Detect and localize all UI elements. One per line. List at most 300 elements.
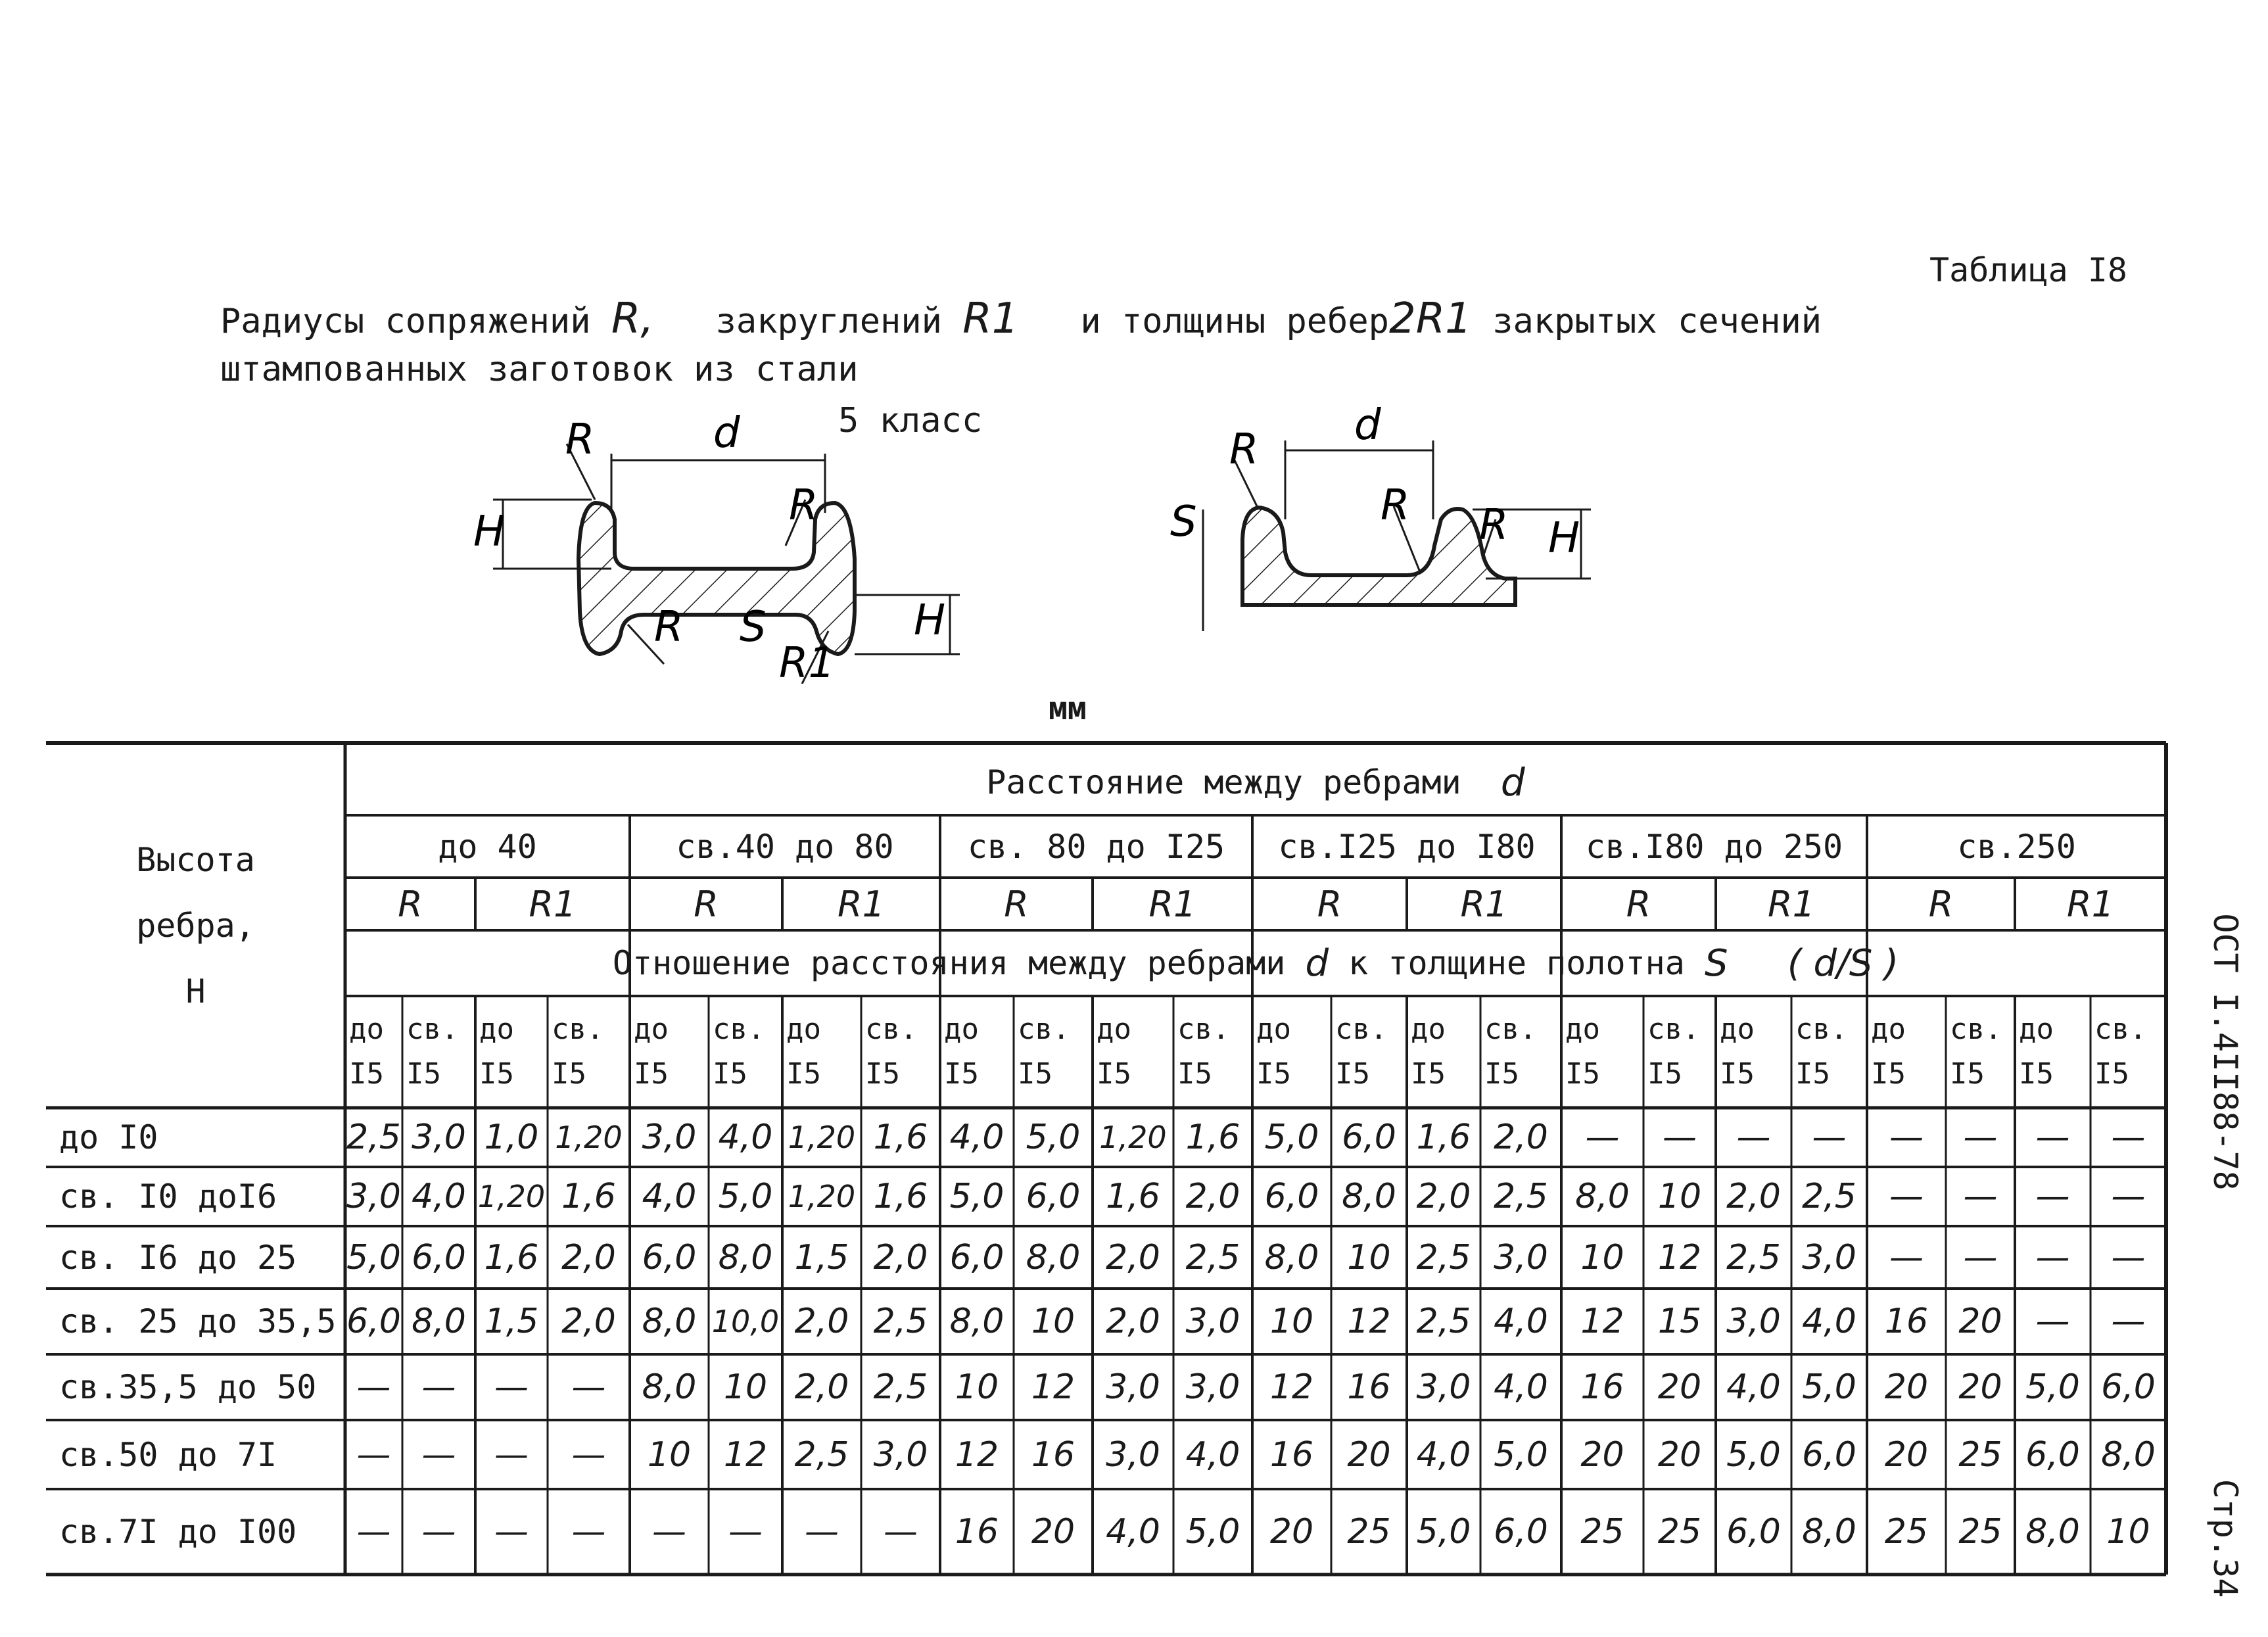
table-cell: — [1812,1118,1847,1157]
table-cell: 5,0 [718,1177,773,1216]
table-cell: 6,0 [412,1237,466,1277]
title-text-c: и толщины ребер [1080,302,1389,341]
table-cell: — [494,1435,529,1475]
ratio-subheader-top: до [1871,1012,1906,1046]
table-row-label: св. I0 доI6 [59,1177,277,1216]
table-cell: 20 [1347,1435,1391,1475]
table-cell: — [356,1435,391,1475]
table-cell: 3,0 [1726,1302,1781,1341]
table-cell: 1,20 [477,1179,546,1214]
table-cell: 6,0 [1342,1118,1396,1157]
table-cell: 5,0 [1264,1118,1319,1157]
standard-designation: ОСТ I.4II88-78 [2206,913,2244,1191]
ratio-subheader [709,996,782,1108]
table-row-label: св.35,5 до 50 [59,1368,317,1406]
table-cell: — [2111,1302,2146,1341]
table-cell: 8,0 [1026,1237,1081,1277]
table-cell: 8,0 [642,1367,697,1407]
table-cell: 16 [1031,1435,1075,1475]
table-cell: 2,0 [561,1237,616,1277]
table-cell: 2,0 [1726,1177,1781,1216]
ratio-subheader-top: св. [1484,1012,1537,1046]
dim-h-left: H [473,508,506,556]
ratio-subheader-top: до [1720,1012,1755,1046]
table-cell: 8,0 [1264,1237,1319,1277]
table-cell: — [421,1512,456,1552]
ratio-subheader [1014,996,1093,1108]
table-cell: 10 [1347,1237,1391,1277]
table-cell: 1,6 [484,1237,539,1277]
table-cell: — [728,1512,763,1552]
ratio-subheader-bottom: I5 [1256,1057,1291,1091]
table-cell: 10 [955,1367,999,1407]
table-cell: — [1585,1118,1620,1157]
ratio-subheader-top: до [1256,1012,1291,1046]
dim-d-right: d [1354,401,1381,450]
ratio-subheader-bottom: I5 [865,1057,900,1091]
table-cell: 1,5 [484,1302,539,1341]
table-cell: 2,0 [1106,1237,1160,1277]
table-cell: 3,0 [873,1435,928,1475]
dim-s-left: S [740,603,767,652]
ratio-header-paren: ( d/S ) [1787,941,1899,985]
ratio-subheader-top: до [479,1012,514,1046]
table-cell: 8,0 [1342,1177,1396,1216]
table-cell: 20 [1958,1302,2002,1341]
table-cell: 12 [1657,1237,1702,1277]
ratio-subheader [630,996,709,1108]
table-cell: 16 [1347,1367,1391,1407]
table-cell: 8,0 [2025,1512,2080,1552]
table-cell: 10 [2106,1512,2150,1552]
table-cell: 2,0 [794,1367,849,1407]
table-cell: 2,5 [794,1435,849,1475]
table-number: Таблица I8 [1929,251,2128,289]
ratio-header-mid: к толщине полотна [1348,944,1685,982]
table-cell: 4,0 [1416,1435,1471,1475]
column-group-title-symbol: d [1500,760,1525,805]
dim-r-left-top: R [565,415,595,464]
ratio-subheader-bottom: I5 [786,1057,821,1091]
ratio-header-sym-d: d [1305,941,1329,985]
radius-r-header: R [1004,883,1029,925]
table-cell: 1,20 [555,1120,623,1155]
row-header-line-1: Высота [136,840,255,879]
table-cell: 1,5 [794,1237,849,1277]
table-cell: 10 [647,1435,692,1475]
ratio-subheader-bottom: I5 [944,1057,979,1091]
radius-r-header: R [1928,883,1954,925]
table-cell: 2,0 [1494,1118,1548,1157]
table-cell: 6,0 [1802,1435,1856,1475]
ratio-subheader [2015,996,2091,1108]
ratio-subheader-bottom: I5 [634,1057,669,1091]
title-text-a: Радиусы сопряжений [220,302,591,341]
table-cell: 12 [1347,1302,1391,1341]
ratio-header-sym-s: S [1705,941,1728,985]
ratio-subheader-bottom: I5 [1018,1057,1052,1091]
ratio-subheader [1946,996,2015,1108]
table-cell: 12 [955,1435,999,1475]
ratio-subheader [861,996,940,1108]
table-row-label: св. I6 до 25 [59,1238,297,1277]
table-cell: 5,0 [1026,1118,1081,1157]
dim-r-left-lower: R [654,603,684,652]
table-cell: 16 [955,1512,999,1552]
table-cell: 3,0 [1106,1367,1160,1407]
table-cell: — [805,1512,839,1552]
table-cell: 3,0 [1185,1367,1240,1407]
table-cell: 2,0 [1416,1177,1471,1216]
table-cell: 10 [1031,1302,1075,1341]
ratio-subheader-top: св. [1795,1012,1848,1046]
ratio-subheader [782,996,861,1108]
table-cell: 2,5 [1802,1177,1856,1216]
table-cell: 10,0 [711,1304,780,1339]
ratio-subheader-bottom: I5 [1097,1057,1131,1091]
table-cell: 4,0 [718,1118,773,1157]
table-cell: 16 [1580,1367,1624,1407]
table-cell: 1,6 [1185,1118,1240,1157]
ratio-subheader [402,996,475,1108]
table-cell: — [356,1367,391,1407]
ratio-subheader-bottom: I5 [2094,1057,2129,1091]
table-cell: 2,0 [1106,1302,1160,1341]
radius-r1-header: R1 [2067,883,2114,925]
ratio-subheader-top: св. [1647,1012,1700,1046]
column-group-title [345,749,2166,815]
ratio-subheader [1867,996,1946,1108]
table-cell: 1,6 [873,1118,928,1157]
table-cell: 2,0 [873,1237,928,1277]
table-cell: 6,0 [1026,1177,1081,1216]
ratio-subheader-top: до [2019,1012,2054,1046]
table-cell: — [2111,1118,2146,1157]
table-cell: 10 [1657,1177,1702,1216]
distance-range-header: св. 80 до I25 [967,827,1225,866]
table-cell: 3,0 [412,1118,466,1157]
table-cell: 2,0 [1185,1177,1240,1216]
row-header-line-2: ребра, [136,906,255,945]
ratio-subheader-top: до [1411,1012,1446,1046]
table-cell: — [494,1512,529,1552]
ratio-subheader-bottom: I5 [1950,1057,1985,1091]
ratio-subheader [1331,996,1407,1108]
ratio-subheader [1561,996,1643,1108]
ratio-subheader-bottom: I5 [1647,1057,1682,1091]
table-cell: 20 [1657,1435,1702,1475]
table-cell: 25 [1958,1435,2002,1475]
table-cell: 2,5 [346,1118,401,1157]
table-cell: 5,0 [1726,1435,1781,1475]
table-row-label: св.50 до 7I [59,1435,277,1474]
distance-range-header: св.250 [1957,827,2076,866]
table-row-label: св. 25 до 35,5 [59,1302,337,1340]
dim-r-right-outer: R [1479,501,1509,550]
table-cell: 3,0 [1802,1237,1856,1277]
table-row-label: св.7I до I00 [59,1513,297,1551]
ratio-subheader [1173,996,1252,1108]
dim-h-left-bottom: H [914,596,946,645]
ratio-subheader [1791,996,1867,1108]
table-cell: 20 [1884,1367,1929,1407]
table-cell: 20 [1580,1435,1624,1475]
table-cell: 5,0 [1494,1435,1548,1475]
table-cell: 4,0 [1494,1367,1548,1407]
row-header-line-3: H [185,972,206,1010]
ratio-subheader-top: св. [1950,1012,2002,1046]
ratio-header [345,930,2166,996]
table-cell: 5,0 [949,1177,1004,1216]
row-header-title [46,743,345,1108]
table-cell: — [1963,1118,1998,1157]
table-cell: 3,0 [1106,1435,1160,1475]
radius-r1-header: R1 [838,883,885,925]
title-text-d: закрытых сечений [1492,302,1822,341]
column-group-title-text: Расстояние между ребрами [986,763,1461,801]
table-cell: — [2111,1177,2146,1216]
distance-range-header: св.I80 до 250 [1585,827,1843,866]
table-cell: 4,0 [1494,1302,1548,1341]
unit-label: мм [1049,690,1087,727]
title-symbol-2r1: 2R1 [1388,295,1472,343]
ratio-subheader-bottom: I5 [1335,1057,1370,1091]
page-number: Стр.34 [2206,1479,2244,1598]
table-cell: 1,6 [561,1177,616,1216]
ratio-subheader-top: св. [713,1012,765,1046]
ratio-subheader-bottom: I5 [2019,1057,2054,1091]
table-cell: — [652,1512,686,1552]
table-cell: — [2035,1177,2070,1216]
table-cell: 5,0 [1416,1512,1471,1552]
table-cell: 5,0 [1802,1367,1856,1407]
radius-r-header: R [398,883,423,925]
table-row-label: до I0 [59,1118,158,1156]
table-cell: 25 [1347,1512,1391,1552]
ratio-subheader-top: до [349,1012,384,1046]
table-cell: — [1736,1118,1771,1157]
ratio-subheader-bottom: I5 [479,1057,514,1091]
table-cell: 6,0 [2101,1367,2156,1407]
radius-r1-header: R1 [1768,883,1815,925]
ratio-subheader [2091,996,2166,1108]
ratio-subheader [1480,996,1561,1108]
radius-r1-header: R1 [1460,883,1508,925]
ratio-subheader [1643,996,1716,1108]
table-cell: 1,6 [873,1177,928,1216]
ratio-subheader [1252,996,1331,1108]
radius-r-header: R [1317,883,1342,925]
ratio-subheader-bottom: I5 [1484,1057,1519,1091]
table-cell: 1,20 [788,1120,856,1155]
ratio-subheader-top: до [786,1012,821,1046]
dim-r-left-inner: R [789,481,818,530]
ratio-subheader-top: до [1097,1012,1131,1046]
table-cell: 15 [1657,1302,1702,1341]
radius-r-header: R [1626,883,1651,925]
ratio-subheader-top: св. [552,1012,604,1046]
table-cell: 8,0 [642,1302,697,1341]
table-cell: 3,0 [1416,1367,1471,1407]
table-cell: 20 [1657,1367,1702,1407]
table-cell: 3,0 [1185,1302,1240,1341]
table-cell: — [2035,1237,2070,1277]
table-cell: 25 [1657,1512,1702,1552]
table-cell: 12 [1269,1367,1314,1407]
distance-range-header: св.40 до 80 [676,827,894,866]
table-cell: 25 [1958,1512,2002,1552]
table-cell: — [356,1512,391,1552]
radius-r1-header: R1 [1148,883,1196,925]
table-cell: 2,5 [1416,1302,1471,1341]
ratio-subheader-top: св. [406,1012,459,1046]
ratio-subheader-top: св. [1335,1012,1388,1046]
ratio-subheader [1716,996,1791,1108]
table-cell: — [1663,1118,1697,1157]
table-cell: 6,0 [1726,1512,1781,1552]
ratio-subheader [345,996,402,1108]
table-title-line-2: штампованных заготовок из стали [220,350,859,389]
table-cell: 2,5 [1416,1237,1471,1277]
table-cell: 6,0 [2025,1435,2080,1475]
table-cell: 2,5 [1185,1237,1240,1277]
distance-range-header: до 40 [438,827,537,866]
table-cell: — [421,1367,456,1407]
dim-s-right: S [1170,498,1197,546]
table-cell: — [571,1435,606,1475]
title-symbol-r1: R1 [962,295,1019,343]
dim-h-right: H [1548,514,1580,563]
ratio-subheader-bottom: I5 [406,1057,441,1091]
table-cell: 4,0 [949,1118,1004,1157]
steel-class-label: 5 класс [838,401,983,440]
table-cell: 1,6 [1416,1118,1471,1157]
table-cell: 6,0 [1494,1512,1548,1552]
table-cell: 5,0 [1185,1512,1240,1552]
ratio-subheader-bottom: I5 [1177,1057,1212,1091]
table-cell: — [1889,1118,1924,1157]
table-cell: 4,0 [642,1177,697,1216]
table-cell: 6,0 [346,1302,401,1341]
table-cell: 1,20 [788,1179,856,1214]
table-cell: 10 [723,1367,768,1407]
table-cell: 5,0 [2025,1367,2080,1407]
table-cell: 6,0 [949,1237,1004,1277]
table-cell: 4,0 [412,1177,466,1216]
table-cell: 8,0 [718,1237,773,1277]
ratio-subheader-top: св. [1177,1012,1230,1046]
table-cell: 12 [1031,1367,1075,1407]
ratio-subheader-bottom: I5 [1720,1057,1755,1091]
table-cell: 20 [1884,1435,1929,1475]
ratio-subheader-bottom: I5 [1411,1057,1446,1091]
ratio-subheader [548,996,630,1108]
ratio-subheader-top: до [944,1012,979,1046]
ratio-subheader-bottom: I5 [349,1057,384,1091]
table-cell: 8,0 [2101,1435,2156,1475]
ratio-subheader-bottom: I5 [713,1057,747,1091]
table-cell: 3,0 [642,1118,697,1157]
table-cell: 12 [723,1435,768,1475]
table-cell: 2,5 [873,1367,928,1407]
table-cell: — [494,1367,529,1407]
table-cell: 25 [1884,1512,1929,1552]
table-cell: — [421,1435,456,1475]
table-cell: — [571,1512,606,1552]
table-cell: 4,0 [1106,1512,1160,1552]
table-cell: 25 [1580,1512,1624,1552]
table-cell: 12 [1580,1302,1624,1341]
table-cell: 6,0 [642,1237,697,1277]
table-cell: 8,0 [1575,1177,1630,1216]
table-cell: 1,6 [1106,1177,1160,1216]
dim-r-right-top: R [1229,425,1259,474]
dim-r-right-inner: R [1381,481,1410,530]
table-cell: — [571,1367,606,1407]
table-cell: 6,0 [1264,1177,1319,1216]
table-cell: 10 [1269,1302,1314,1341]
ratio-subheader-top: св. [865,1012,918,1046]
ratio-subheader-top: св. [1018,1012,1070,1046]
table-cell: — [1963,1237,1998,1277]
table-cell: 10 [1580,1237,1624,1277]
dim-d-left: d [713,409,740,458]
ratio-subheader [940,996,1014,1108]
table-cell: 1,0 [484,1118,539,1157]
table-cell: — [1889,1177,1924,1216]
ratio-subheader-bottom: I5 [1565,1057,1600,1091]
ratio-subheader [1093,996,1173,1108]
table-cell: 2,0 [794,1302,849,1341]
table-cell: — [2035,1302,2070,1341]
ratio-subheader [475,996,548,1108]
title-symbol-r: R, [611,295,654,343]
table-cell: 20 [1269,1512,1314,1552]
table-cell: — [2035,1118,2070,1157]
table-cell: 8,0 [1802,1512,1856,1552]
table-cell: 8,0 [949,1302,1004,1341]
table-cell: 16 [1884,1302,1929,1341]
ratio-subheader-bottom: I5 [552,1057,586,1091]
radius-r-header: R [694,883,719,925]
table-cell: 4,0 [1726,1367,1781,1407]
ratio-subheader-top: до [634,1012,669,1046]
table-cell: 8,0 [412,1302,466,1341]
ratio-subheader [1407,996,1480,1108]
ratio-subheader-top: до [1565,1012,1600,1046]
table-cell: 5,0 [346,1237,401,1277]
table-cell: — [884,1512,918,1552]
table-cell: 20 [1031,1512,1075,1552]
table-cell: 20 [1958,1367,2002,1407]
distance-range-header: св.I25 до I80 [1278,827,1536,866]
title-text-b: закруглений [715,302,942,341]
table-cell: 3,0 [1494,1237,1548,1277]
table-cell: 2,5 [1726,1237,1781,1277]
ratio-subheader-top: св. [2094,1012,2147,1046]
table-cell: — [2111,1237,2146,1277]
table-cell: 1,20 [1099,1120,1167,1155]
table-cell: — [1963,1177,1998,1216]
table-cell: 2,0 [561,1302,616,1341]
ratio-subheader-bottom: I5 [1871,1057,1906,1091]
table-cell: 4,0 [1185,1435,1240,1475]
table-cell: 2,5 [873,1302,928,1341]
dim-r1-left: R1 [779,639,836,684]
table-cell: 16 [1269,1435,1314,1475]
radius-r1-header: R1 [529,883,577,925]
ratio-subheader-bottom: I5 [1795,1057,1830,1091]
